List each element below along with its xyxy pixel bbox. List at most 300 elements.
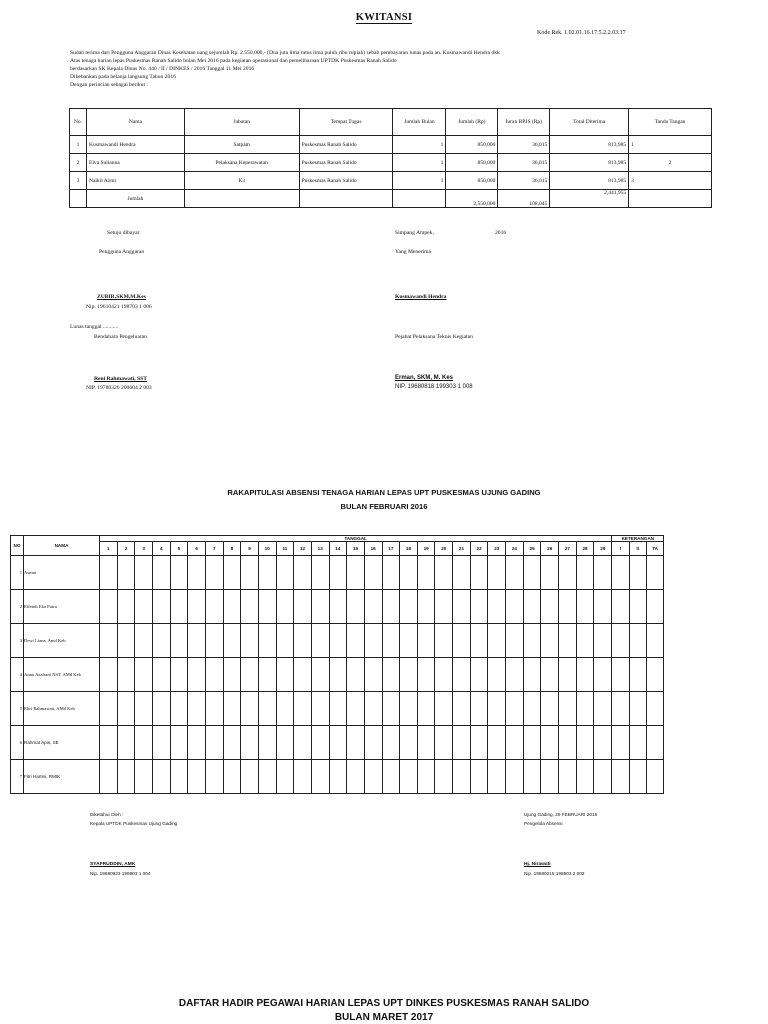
keterangan-cell [612,556,629,590]
attendance-cell [347,590,365,624]
attendance-cell [117,760,135,794]
attendance-cell [100,658,118,692]
attendance-cell [594,692,612,726]
attendance-cell [135,590,153,624]
column-header: Tempat Tugas [299,109,393,136]
attendance-cell [523,658,541,692]
attendance-cell [135,726,153,760]
attendance-cell [258,590,276,624]
keterangan-cell [646,590,663,624]
day-header: 24 [506,542,524,556]
attendance-cell [241,726,259,760]
attendance-cell [205,624,223,658]
keterangan-cell [629,556,646,590]
attendance-cell [188,692,206,726]
cell-nama: Kusmawandi Hendra [86,136,184,154]
cell-jabatan: K3 [184,172,299,190]
kepala-label: Kepala UPTDK Puskesmas Ujung Gading [90,821,178,826]
attendance-cell [347,556,365,590]
attendance-cell [523,590,541,624]
attendance-cell [223,726,241,760]
attendance-cell [453,760,471,794]
attendance-cell [258,760,276,794]
attendance-cell [400,590,418,624]
attendance-cell [170,624,188,658]
cell-no: 3 [11,624,24,658]
place-date-label: Ujung Gading, 29 FEBRUARI 2016 [524,812,598,817]
day-header: 13 [311,542,329,556]
attendance-cell [170,760,188,794]
attendance-cell [576,658,594,692]
ket-header: I [612,542,629,556]
cell-tempat: Puskesmas Ranah Salido [299,136,393,154]
day-header: 14 [329,542,347,556]
jumlah-label: Jumlah [86,190,184,208]
attendance-cell [506,624,524,658]
attendance-cell [417,590,435,624]
cell-ttd: 1 [629,136,712,154]
pengelola-label: Pengelola Absensi [524,821,563,826]
jumlah-diterima: 2,441,955 [550,190,629,208]
attendance-cell [135,624,153,658]
attendance-cell [417,624,435,658]
attendance-cell [576,726,594,760]
attendance-cell [117,726,135,760]
attendance-cell [170,726,188,760]
cell-ttd: 3 [629,172,712,190]
column-header: Jumlah (Rp) [446,109,498,136]
attendance-cell [523,760,541,794]
pengguna-nip: Nip. 19610421 198703 1 006 [86,304,152,310]
table-header-row [70,109,712,136]
attendance-cell [576,590,594,624]
attendance-cell [382,624,400,658]
keterangan-cell [646,658,663,692]
attendance-cell [347,658,365,692]
cell-no: 2 [11,590,24,624]
column-header: Jumlah Bulan [393,109,446,136]
cell-ttd: 2 [629,154,712,172]
attendance-cell [329,556,347,590]
attendance-cell [311,692,329,726]
day-header: 9 [241,542,259,556]
cell-total: 813,985 [550,154,629,172]
attendance-cell [506,556,524,590]
pptk-label: Pejabat Pelaksana Teknis Kegiatan [395,334,473,340]
attendance-cell [576,556,594,590]
keterangan-cell [629,658,646,692]
cell-bpjs: 36,015 [498,136,550,154]
attendance-cell [294,692,312,726]
cell-nama: Effendi Eka Putra [24,590,100,624]
attendance-cell [205,658,223,692]
table-row [70,136,712,154]
attendance-cell [470,658,488,692]
keterangan-cell [612,658,629,692]
attendance-cell [258,658,276,692]
attendance-cell [470,760,488,794]
cell-jumlah: 850,000 [446,172,498,190]
attendance-cell [400,760,418,794]
bendahara-nip: NIP. 19780326 200604 2 003 [86,385,152,391]
attendance-cell [488,726,506,760]
attendance-cell [329,658,347,692]
cell-no: 2 [70,154,87,172]
attendance-cell [294,726,312,760]
keterangan-cell [646,760,663,794]
attendance-cell [347,760,365,794]
attendance-cell [488,760,506,794]
cell-nama: Naikil Azmi [86,172,184,190]
attendance-cell [488,658,506,692]
table-row [70,172,712,190]
column-header: Total Diterima [550,109,629,136]
attendance-cell [188,760,206,794]
kepala-name: SYAFRUDDIN, AMK [90,862,136,867]
attendance-cell [205,556,223,590]
pptk-name: Erman, SKM, M. Kes [395,375,454,381]
attendance-cell [435,590,453,624]
paragraph-line: Dengan perincian sebagai berikut : [70,81,148,88]
cell-nama: Annu Azalrani NST, AMd Keb [24,658,100,692]
daftar-subtitle: BULAN MARET 2017 [334,1012,434,1023]
column-header: Nama [86,109,184,136]
cell-bpjs: 36,015 [498,154,550,172]
attendance-cell [541,556,559,590]
attendance-cell [541,624,559,658]
attendance-cell [523,692,541,726]
attendance-cell [541,760,559,794]
day-header: 29 [594,542,612,556]
keterangan-cell [612,692,629,726]
attendance-cell [258,692,276,726]
cell-no: 3 [70,172,87,190]
attendance-cell [311,726,329,760]
attendance-cell [594,658,612,692]
attendance-cell [594,590,612,624]
attendance-cell [223,624,241,658]
attendance-cell [152,726,170,760]
attendance-cell [576,624,594,658]
kwitansi-table [69,108,712,208]
rekap-subtitle: BULAN FEBRUARI 2016 [340,502,428,511]
attendance-cell [135,692,153,726]
day-header: 10 [258,542,276,556]
table-row [11,624,664,658]
attendance-cell [488,692,506,726]
attendance-cell [117,624,135,658]
attendance-cell [135,658,153,692]
cell-tempat: Puskesmas Ranah Salido [299,172,393,190]
attendance-cell [453,590,471,624]
paragraph-line: Dibebankan pada belanja langsung Tahun 2016 [70,73,176,80]
attendance-cell [135,760,153,794]
attendance-cell [594,556,612,590]
day-header: 4 [152,542,170,556]
col-no-header: NO [11,536,24,556]
attendance-cell [100,590,118,624]
attendance-cell [117,658,135,692]
attendance-cell [241,658,259,692]
attendance-cell [541,692,559,726]
attendance-cell [506,760,524,794]
attendance-cell [488,624,506,658]
attendance-cell [294,590,312,624]
attendance-cell [559,726,577,760]
pengguna-name: ZUBIR,SKM,M.Kes [97,294,146,300]
attendance-cell [435,760,453,794]
attendance-cell [152,760,170,794]
attendance-cell [100,624,118,658]
attendance-cell [188,556,206,590]
cell-nama: Eltri Rahmawati, AMd Keb [24,692,100,726]
col-nama-header: NAMA [24,536,100,556]
attendance-cell [241,760,259,794]
attendance-cell [506,658,524,692]
diketahui-label: Diketahui Oleh : [90,812,124,817]
attendance-cell [435,624,453,658]
attendance-cell [364,590,382,624]
attendance-cell [523,624,541,658]
daftar-title: DAFTAR HADIR PEGAWAI HARIAN LEPAS UPT DINKES PUSKESMAS RANAH SALIDO [178,998,590,1009]
cell-nama: Fitri Hartini, RMIK [24,760,100,794]
day-header: 2 [117,542,135,556]
attendance-cell [100,726,118,760]
attendance-cell [294,624,312,658]
attendance-cell [559,624,577,658]
day-header: 6 [188,542,206,556]
attendance-cell [100,556,118,590]
attendance-cell [417,692,435,726]
attendance-cell [258,624,276,658]
attendance-cell [276,726,294,760]
table-row [11,658,664,692]
attendance-cell [205,760,223,794]
attendance-cell [541,590,559,624]
attendance-cell [223,692,241,726]
attendance-cell [364,760,382,794]
attendance-cell [506,726,524,760]
attendance-cell [470,624,488,658]
pengelola-nip: Nip. 19580215 198503 2 002 [524,871,585,876]
day-header: 25 [523,542,541,556]
attendance-cell [364,556,382,590]
jumlah-total: 2,550,000 [446,190,498,208]
keterangan-cell [629,760,646,794]
attendance-cell [223,590,241,624]
attendance-cell [435,556,453,590]
attendance-cell [152,658,170,692]
day-header: 7 [205,542,223,556]
attendance-cell [488,590,506,624]
attendance-cell [276,556,294,590]
attendance-cell [276,692,294,726]
attendance-cell [223,760,241,794]
cell-no: 4 [11,658,24,692]
attendance-cell [241,624,259,658]
attendance-cell [382,692,400,726]
keterangan-cell [646,726,663,760]
day-header: 26 [541,542,559,556]
cell-no: 1 [70,136,87,154]
attendance-cell [435,658,453,692]
kode-rekening: Kode Rek. 1.02.01.16.17.5.2.2.03.17 [537,30,626,36]
attendance-cell [576,692,594,726]
kwitansi-paragraph [70,50,500,90]
attendance-cell [311,590,329,624]
cell-bulan: 1 [393,136,446,154]
day-header: 20 [435,542,453,556]
keterangan-cell [629,692,646,726]
paragraph-line: berdasarkan SK Kepala Dinas No. 440 / II / DINKES / 2016 Tanggal 11 Mei 2016 [70,65,255,72]
attendance-cell [559,658,577,692]
day-header: 5 [170,542,188,556]
attendance-cell [541,658,559,692]
attendance-cell [400,624,418,658]
attendance-cell [506,590,524,624]
pptk-nip: NIP. 19680818 199303 1 008 [395,384,473,390]
attendance-cell [329,624,347,658]
attendance-cell [241,590,259,624]
cell-no: 1 [11,556,24,590]
attendance-cell [152,624,170,658]
attendance-cell [453,658,471,692]
attendance-cell [453,692,471,726]
yang-menerima-label: Yang Menerima [395,249,431,255]
attendance-cell [294,556,312,590]
attendance-cell [276,760,294,794]
rekap-subheader-row [11,542,664,556]
attendance-cell [364,692,382,726]
column-header: Iuran BPJS (Rp) [498,109,550,136]
attendance-cell [400,726,418,760]
table-row [11,760,664,794]
attendance-cell [417,556,435,590]
attendance-cell [170,692,188,726]
day-header: 23 [488,542,506,556]
attendance-cell [329,692,347,726]
attendance-cell [576,760,594,794]
cell-tempat: Puskesmas Ranah Salido [299,154,393,172]
cell-nama: Asmni [24,556,100,590]
kepala-nip: Nip. 19680923 199803 1 004 [90,871,151,876]
attendance-cell [417,726,435,760]
attendance-cell [329,726,347,760]
cell-total: 813,985 [550,136,629,154]
attendance-cell [470,590,488,624]
attendance-cell [117,556,135,590]
cell-no: 7 [11,760,24,794]
cell-no: 5 [11,692,24,726]
cell-no: 6 [11,726,24,760]
setuju-label: Setuju dibayar [107,230,140,236]
keterangan-cell [629,590,646,624]
attendance-cell [170,556,188,590]
paragraph-line: Atas tenaga harian lepas Puskesmas Ranah Salido bulan Mei 2016 pada kegiatan operasional dan pemeliharaan UPTDK Puskesmas Ranah Salido [70,57,397,64]
attendance-cell [506,692,524,726]
day-header: 27 [559,542,577,556]
col-tanggal-header: TANGGAL [100,536,612,542]
rekap-title: RAKAPITULASI ABSENSI TENAGA HARIAN LEPAS UPT PUSKESMAS UJUNG GADING [227,488,541,497]
attendance-cell [400,556,418,590]
keterangan-cell [612,726,629,760]
attendance-cell [541,726,559,760]
attendance-cell [364,726,382,760]
attendance-cell [311,624,329,658]
attendance-cell [223,556,241,590]
attendance-cell [170,590,188,624]
kwitansi-title: KWITANSI [355,12,413,23]
table-row [11,692,664,726]
cell-jumlah: 850,000 [446,136,498,154]
attendance-cell [294,760,312,794]
attendance-cell [329,760,347,794]
column-header: Jabatan [184,109,299,136]
attendance-cell [117,590,135,624]
day-header: 12 [294,542,312,556]
day-header: 19 [417,542,435,556]
table-row [11,556,664,590]
cell-bpjs: 36,015 [498,172,550,190]
attendance-cell [559,760,577,794]
attendance-cell [400,692,418,726]
place-label: Simpang Ampek, [395,230,434,236]
attendance-cell [470,726,488,760]
attendance-cell [594,726,612,760]
attendance-cell [347,726,365,760]
attendance-cell [382,760,400,794]
attendance-cell [100,692,118,726]
attendance-cell [188,590,206,624]
column-header: No. [70,109,87,136]
attendance-cell [435,726,453,760]
attendance-cell [223,658,241,692]
paragraph-line: Sudah terima dari Pengguna Anggaran Dinas Kesehatan uang sejumlah Rp. 2.550.000,- (Dua juta lima ratus lima puluh ribu rupiah) sebab pembayaran lunas pada an. Kusmawandi Hendra dkk [70,50,500,56]
lunas-label: Lunas tanggal ........... [70,324,119,330]
attendance-cell [417,760,435,794]
keterangan-cell [646,624,663,658]
pengguna-label: Pengguna Anggaran [99,249,145,255]
pengelola-name: Hj. Nirawati [524,862,551,867]
attendance-cell [594,624,612,658]
attendance-cell [205,590,223,624]
attendance-cell [523,556,541,590]
attendance-cell [152,692,170,726]
jumlah-bpjs: 108,045 [498,190,550,208]
attendance-cell [135,556,153,590]
cell-nama: Dewi Liana, Amd Keb [24,624,100,658]
day-header: 3 [135,542,153,556]
rekap-table [10,535,664,794]
attendance-cell [382,726,400,760]
attendance-cell [258,726,276,760]
attendance-cell [488,556,506,590]
keterangan-cell [629,726,646,760]
attendance-cell [382,590,400,624]
table-total-row [70,190,712,208]
attendance-cell [311,556,329,590]
attendance-cell [453,556,471,590]
attendance-cell [347,624,365,658]
attendance-cell [294,658,312,692]
keterangan-cell [612,760,629,794]
cell-nama: Elva Sulianna [86,154,184,172]
attendance-cell [170,658,188,692]
column-header: Tanda Tangan [629,109,712,136]
attendance-cell [400,658,418,692]
day-header: 17 [382,542,400,556]
attendance-cell [152,590,170,624]
